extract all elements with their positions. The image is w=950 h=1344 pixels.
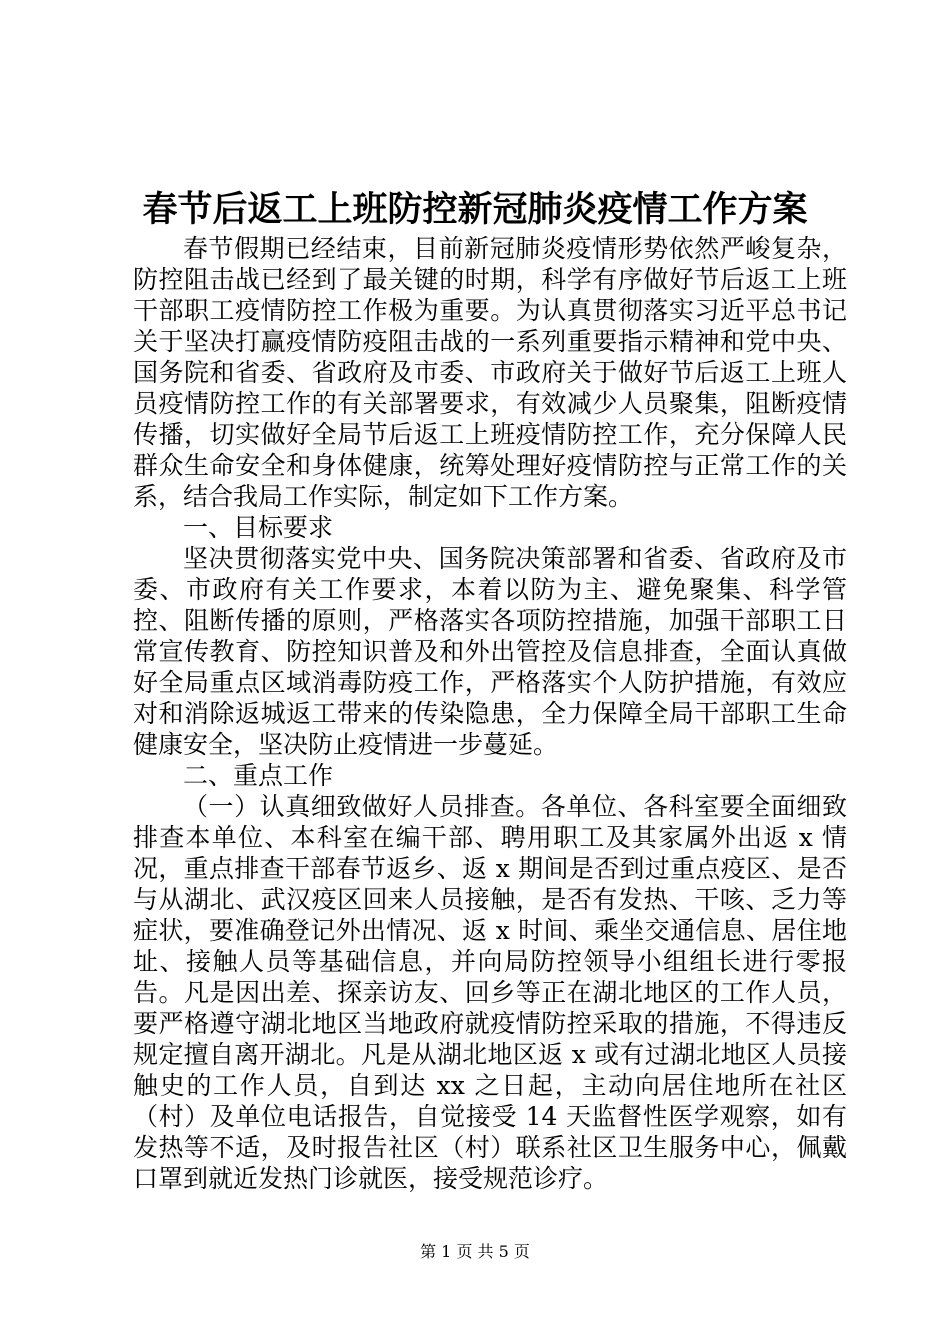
section-2-heading: 二、重点工作 [183, 761, 334, 790]
page-number-footer: 第 1 页 共 5 页 [420, 1242, 530, 1261]
section-1-paragraph: 坚决贯彻落实党中央、国务院决策部署和省委、省政府及市委、市政府有关工作要求，本着以防为主、避免聚集、科学管控、阻断传播的原则，严格落实各项防控措施，加强干部职工日常宣传教育、防控知识普及和外出管控及信息排查，全面认真做好全局重点区域消毒防疫工作，严格落实个人防护措施，有效应对和消除返城返工带来的传染隐患，全力保障全局干部职工生命健康安全，坚决防止疫情进一步蔓延。 [133, 544, 847, 759]
section-1-heading: 一、目标要求 [183, 513, 334, 542]
section-2-item-1-paragraph: （一）认真细致做好人员排查。各单位、各科室要全面细致排查本单位、本科室在编干部、聘用职工及其家属外出返 x 情况，重点排查干部春节返乡、返 x 期间是否到过重点疫区、是否与从湖北、武汉疫区回来人员接触，是否有发热、干咳、乏力等症状，要准确登记外出情况、返 x 时间、乘坐交通信息、居住地址、接触人员等基础信息，并向局防控领导小组组长进行零报告。凡是因出差、探亲访友、回乡等正在湖北地区的工作人员，要严格遵守湖北地区当地政府就疫情防控采取的措施，不得违反规定擅自离开湖北。凡是从湖北地区返 x 或有过湖北地区人员接触史的工作人员，自到达 xx 之日起，主动向居住地所在社区（村）及单位电话报告，自觉接受 14 天监督性医学观察，如有发热等不适，及时报告社区（村）联系社区卫生服务中心，佩戴口罩到就近发热门诊就医，接受规范诊疗。 [133, 792, 847, 1193]
intro-paragraph: 春节假期已经结束，目前新冠肺炎疫情形势依然严峻复杂，防控阻击战已经到了最关键的时期，科学有序做好节后返工上班干部职工疫情防控工作极为重要。为认真贯彻落实习近平总书记关于坚决打赢疫情防疫阻击战的一系列重要指示精神和党中央、国务院和省委、省政府及市委、市政府关于做好节后返工上班人员疫情防控工作的有关部署要求，有效减少人员聚集，阻断疫情传播，切实做好全局节后返工上班疫情防控工作，充分保障人民群众生命安全和身体健康，统筹处理好疫情防控与正常工作的关系，结合我局工作实际，制定如下工作方案。 [133, 234, 847, 511]
document-title: 春节后返工上班防控新冠肺炎疫情工作方案 [142, 189, 808, 230]
document-body [133, 233, 847, 1194]
